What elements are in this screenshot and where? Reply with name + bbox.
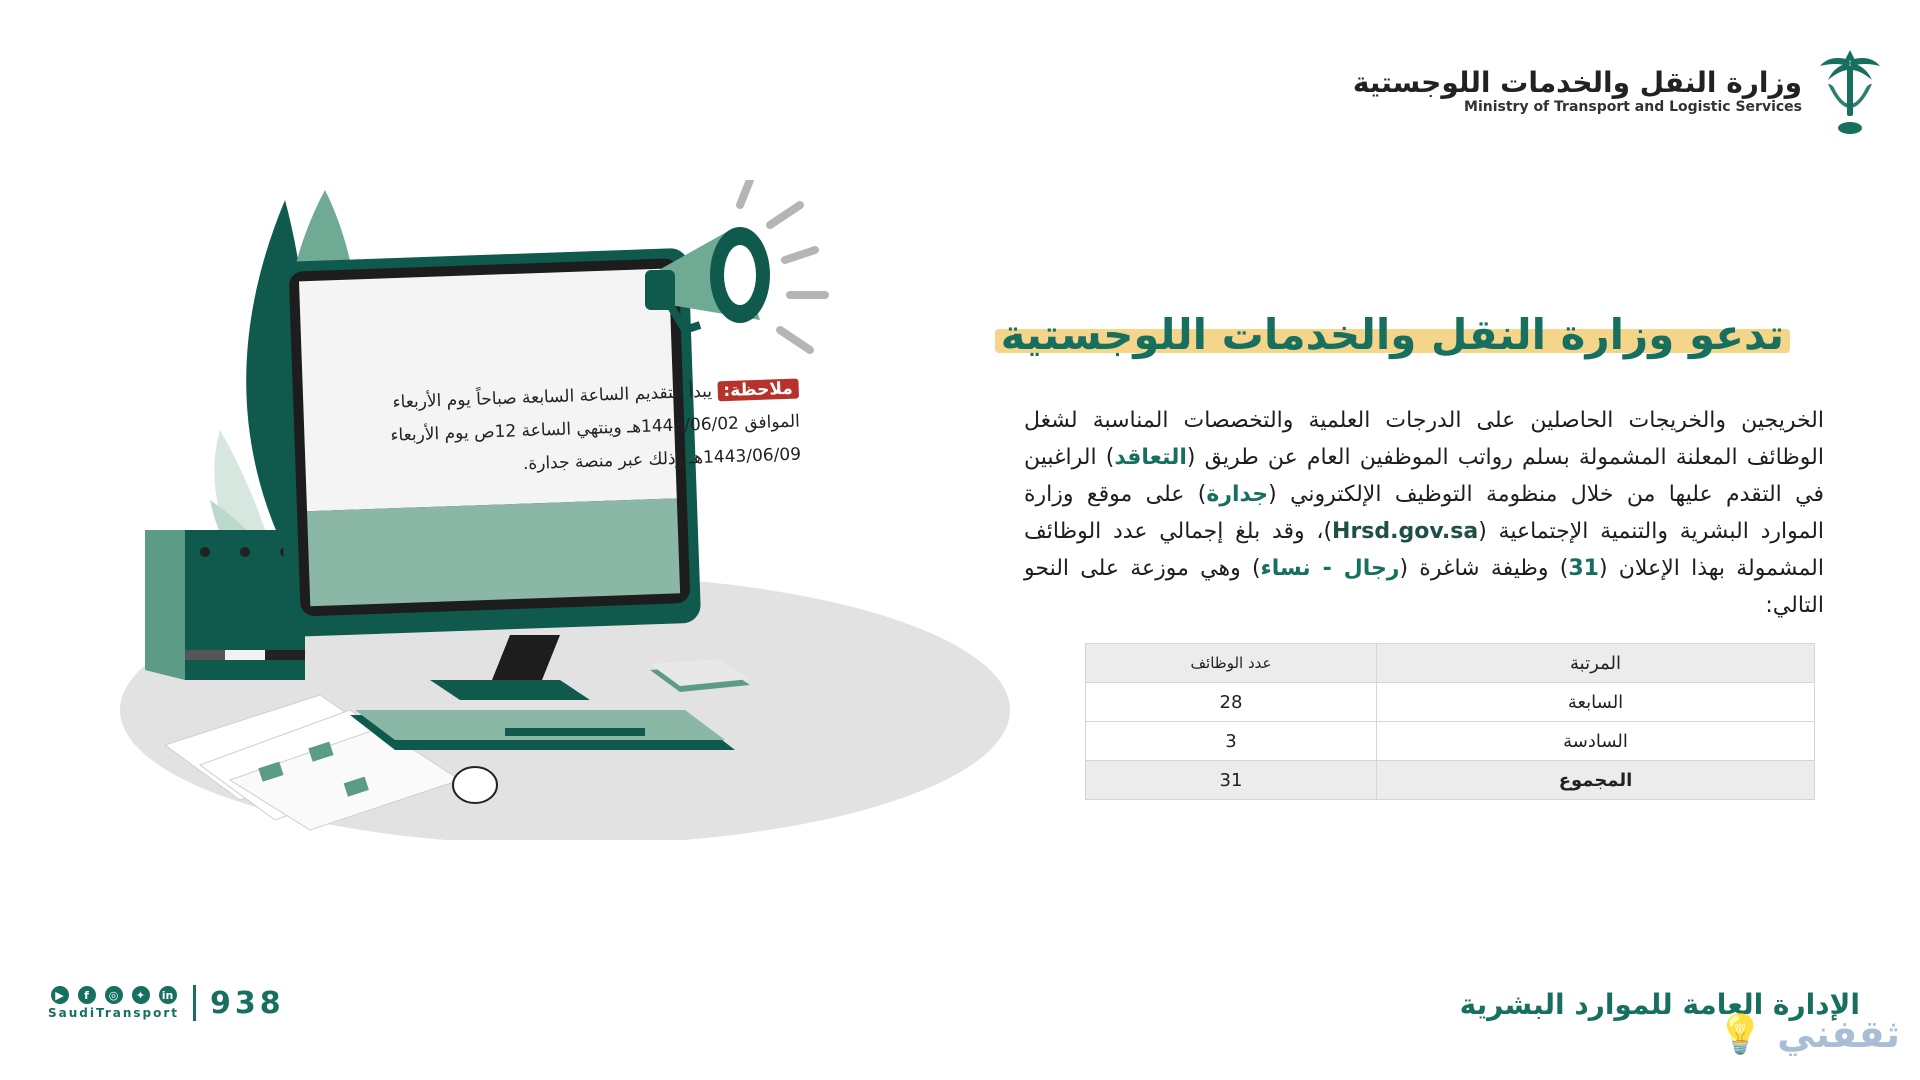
binders-icon <box>145 530 305 680</box>
lightbulb-icon: 💡 <box>1716 1012 1764 1056</box>
body-text-1: الخريجين والخريجات الحاصلين على الدرجات العلمية والتخصصات المناسبة لشغل الوظائف المعلنة المشمولة بسلم رواتب الموظفين العام عن طريق ( <box>1024 408 1824 470</box>
watermark-text: ثقفني <box>1777 1012 1900 1056</box>
table-header-rank: المرتبة <box>1377 644 1815 683</box>
hotline-number: 938 <box>210 985 285 1021</box>
table-total-label: المجموع <box>1377 761 1815 800</box>
table-total-row <box>1086 761 1815 800</box>
announcement-illustration <box>110 180 1010 840</box>
body-text-6: ) وهي موزعة على النحو التالي: <box>1024 556 1824 618</box>
twitter-icon[interactable]: ✦ <box>132 986 150 1004</box>
table-header-row <box>1086 644 1815 683</box>
table-cell-count: 3 <box>1086 722 1377 761</box>
headline-block <box>995 310 1790 359</box>
gender-highlight: رجال - نساء <box>1260 556 1400 581</box>
monitor-note <box>368 373 801 487</box>
contract-highlight: التعاقد <box>1114 445 1187 470</box>
body-text-3: ) على موقع وزارة الموارد البشرية والتنمية الإجتماعية ( <box>1024 482 1825 544</box>
site-link[interactable]: Hrsd.gov.sa <box>1332 519 1479 544</box>
mouse-icon <box>453 767 497 803</box>
jobs-table <box>1085 643 1815 800</box>
linkedin-icon[interactable]: in <box>159 986 177 1004</box>
org-name-en: Ministry of Transport and Logistic Services <box>1464 98 1802 115</box>
facebook-icon[interactable]: f <box>78 986 96 1004</box>
table-cell-count: 28 <box>1086 683 1377 722</box>
org-name-ar: وزارة النقل والخدمات اللوجستية <box>1352 65 1802 99</box>
table-row <box>1086 722 1815 761</box>
footer-divider <box>193 985 196 1021</box>
table-header-count: عدد الوظائف <box>1086 644 1377 683</box>
table-total-value: 31 <box>1086 761 1377 800</box>
jadara-highlight: جدارة <box>1206 482 1269 507</box>
social-handle: SaudiTransport <box>48 1006 180 1020</box>
instagram-icon[interactable]: ◎ <box>105 986 123 1004</box>
headline: تدعو وزارة النقل والخدمات اللوجستية <box>1000 310 1784 359</box>
body-text-2: ) الراغبين في التقدم عليها من خلال منظومة التوظيف الإلكتروني ( <box>1024 445 1825 507</box>
body-paragraph <box>1024 402 1824 624</box>
table-row <box>1086 683 1815 722</box>
note-text: يبدأ التقديم الساعة السابعة صباحاً يوم الأربعاء الموافق 1443/06/02هـ وينتهي الساعة 12ص يوم الأربعاء 1443/06/09هـ وذلك عبر منصة جدارة. <box>390 381 802 475</box>
count-highlight: 31 <box>1568 556 1599 581</box>
body-text-4: )، وقد بلغ إجمالي عدد الوظائف المشمولة بهذا الإعلان ( <box>1024 519 1824 581</box>
palm-swords-emblem-icon <box>1810 40 1890 140</box>
social-links <box>48 986 179 1020</box>
table-cell-rank: السادسة <box>1377 722 1815 761</box>
note-label: ملاحظة: <box>717 379 799 402</box>
body-text-5: ) وظيفة شاغرة ( <box>1399 556 1569 581</box>
table-cell-rank: السابعة <box>1377 683 1815 722</box>
department-name: الإدارة العامة للموارد البشرية <box>1459 988 1860 1021</box>
footer-contact <box>48 985 285 1021</box>
ministry-logo <box>1353 40 1890 140</box>
watermark-logo <box>1717 1012 1901 1057</box>
youtube-icon[interactable]: ▶ <box>51 986 69 1004</box>
